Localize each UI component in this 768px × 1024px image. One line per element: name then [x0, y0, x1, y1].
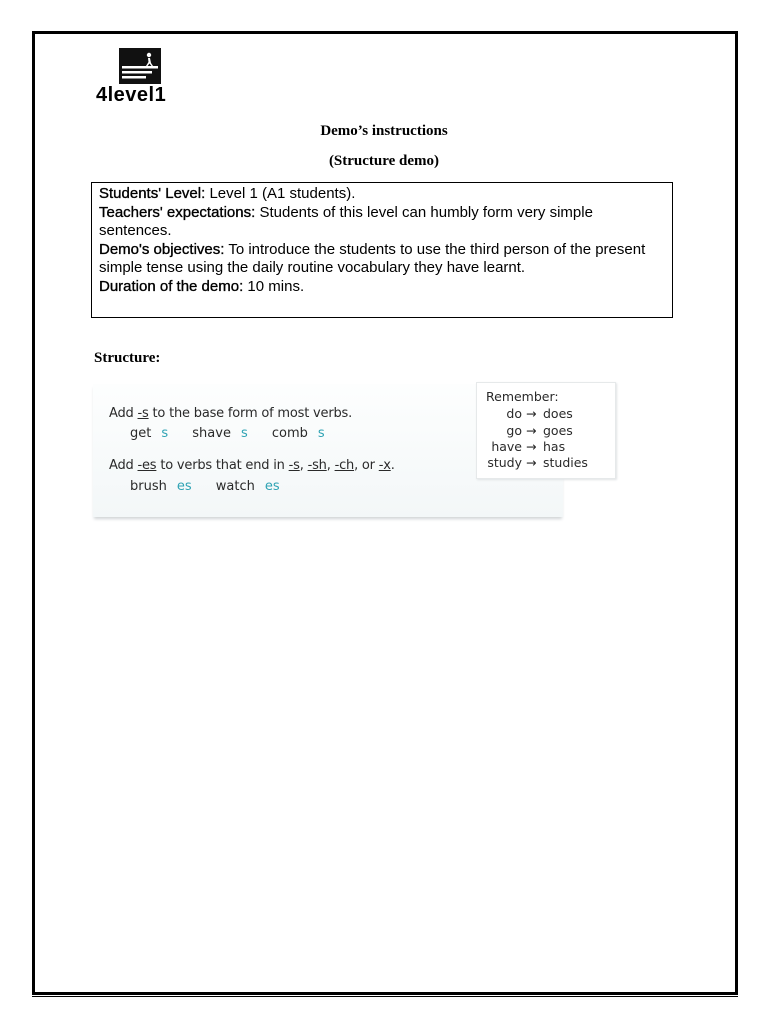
- duration-value: 10 mins.: [243, 277, 305, 295]
- objectives-label: Demo's objectives:: [99, 240, 225, 258]
- arrow-right-icon: →: [526, 455, 537, 470]
- objectives-value: To introduce the students to use the third person of the present simple tense using the daily routine vocabulary they have learnt.: [99, 240, 646, 276]
- rule-add-s: Add -s to the base form of most verbs.: [109, 406, 353, 421]
- demo-info-box: [91, 182, 673, 318]
- document-title: Demo’s instructions: [320, 123, 448, 139]
- remember-row: study → studies: [487, 455, 588, 470]
- logo: [96, 48, 206, 110]
- level-label: Students' Level:: [99, 185, 206, 202]
- remember-box: [476, 382, 616, 479]
- examples-add-s: [130, 426, 345, 441]
- document-subtitle: (Structure demo): [328, 153, 440, 169]
- arrow-right-icon: →: [526, 406, 537, 421]
- level-line: [99, 185, 665, 204]
- expectations-line: [99, 204, 665, 241]
- rule-add-es: Add -es to verbs that end in -s, -sh, -ch, or -x.: [109, 458, 395, 473]
- example-word: shave s: [192, 426, 248, 441]
- example-word: get s: [130, 426, 169, 441]
- examples-add-es: [130, 479, 300, 494]
- remember-row: go → goes: [506, 423, 573, 438]
- duration-label: Duration of the demo:: [99, 277, 244, 295]
- arrow-right-icon: →: [526, 423, 537, 438]
- arrow-right-icon: →: [526, 439, 537, 454]
- level-value: Level 1 (A1 students).: [205, 185, 356, 202]
- example-word: comb s: [271, 426, 325, 441]
- expectations-label: Teachers' expectations:: [99, 203, 256, 221]
- remember-row: do → does: [506, 406, 573, 421]
- example-word: brush es: [130, 479, 192, 494]
- duration-line: [99, 278, 665, 297]
- logo-text: 4level1: [96, 84, 167, 106]
- remember-title: Remember:: [486, 389, 559, 404]
- expectations-value: Students of this level can humbly form very simple sentences.: [99, 203, 593, 239]
- person-on-stairs-icon: [119, 48, 161, 84]
- structure-heading: Structure:: [94, 350, 161, 366]
- objectives-line: [99, 241, 665, 278]
- footer-rule: [32, 996, 738, 997]
- example-word: watch es: [215, 479, 280, 494]
- remember-row: have → has: [491, 439, 566, 454]
